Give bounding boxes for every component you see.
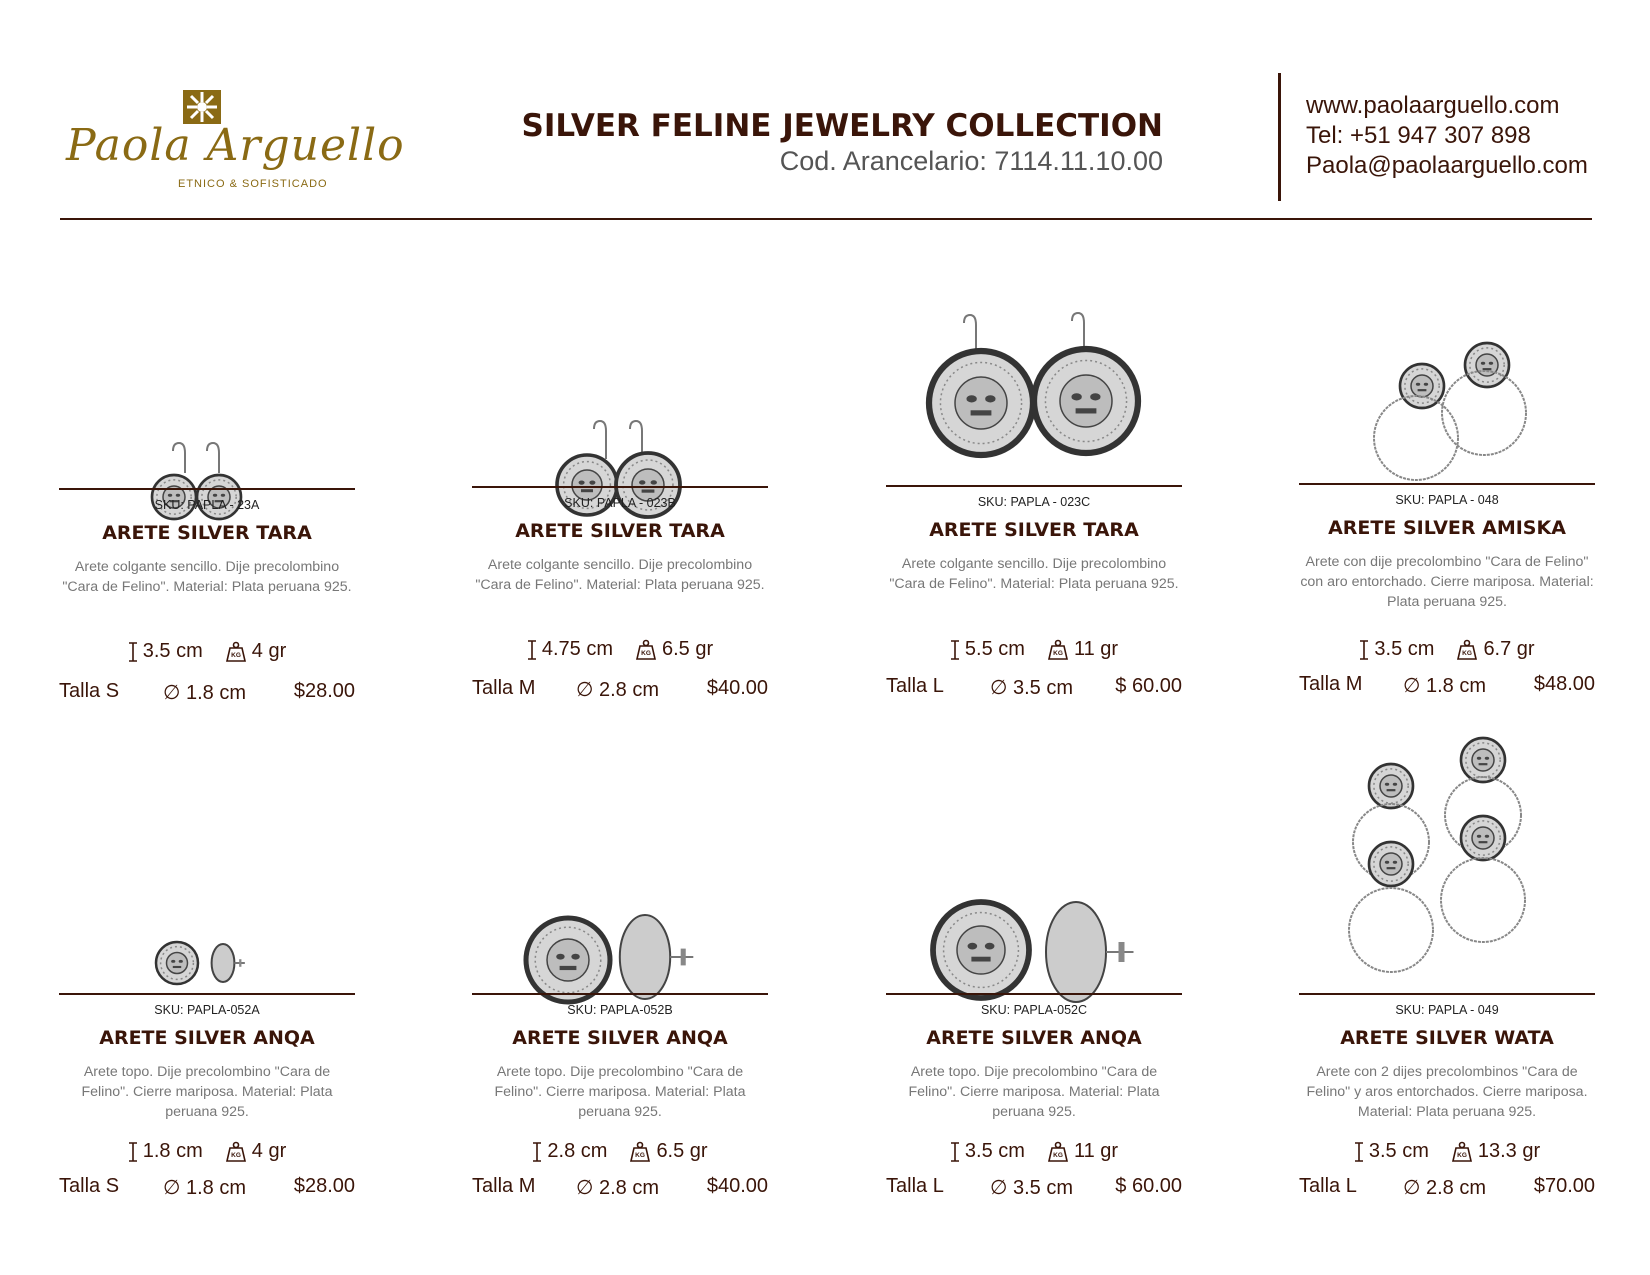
product-weight: 6.5 gr [656,1140,708,1162]
product-name: ARETE SILVER TARA [929,519,1139,541]
product-price: $ 60.00 [1115,675,1182,697]
product-specs [59,640,355,663]
product-image [59,320,355,555]
product-price: $28.00 [293,1175,355,1197]
product-weight: 4 gr [251,640,287,662]
card-rule [59,993,355,995]
svg-text:KG: KG [230,651,241,659]
product-specs [472,1140,768,1163]
product-price: $48.00 [1533,673,1595,695]
product-name: ARETE SILVER TARA [102,522,312,544]
product-specs [1299,638,1595,661]
contact-web-link[interactable]: www.paolaarguello.com [1306,92,1560,119]
length-icon [128,1142,138,1162]
product-specs [1299,1140,1595,1163]
length-icon [532,1142,542,1162]
weight-kg-icon [225,641,247,663]
product-sku: SKU: PAPLA - 023C [977,495,1091,509]
card-rule [1299,483,1595,485]
product-length: 3.5 cm [142,640,203,662]
product-sku: SKU: PAPLA-052A [154,1003,260,1017]
product-image [1299,280,1595,515]
product-length: 5.5 cm [964,638,1025,660]
card-rule [886,993,1182,995]
brand-tagline: ETNICO & SOFISTICADO [178,178,328,190]
product-name: ARETE SILVER ANQA [512,1027,728,1049]
product-diameter: ∅ 1.8 cm [163,682,246,704]
length-icon [1359,640,1369,660]
product-size: Talla L [886,1175,944,1197]
product-diameter: ∅ 3.5 cm [990,1177,1073,1199]
svg-text:KG: KG [1462,649,1473,657]
brand-logo [66,90,405,200]
page-title: SILVER FELINE JEWELRY COLLECTION [521,108,1163,144]
product-sku: SKU: PAPLA - 23A [154,498,260,512]
length-icon [527,640,537,660]
product-length: 3.5 cm [1374,638,1435,660]
product-length: 3.5 cm [964,1140,1025,1162]
product-description: Arete colgante sencillo. Dije precolombino "Cara de Felino". Material: Plata peruana 925. [62,559,352,595]
product-size: Talla L [1299,1175,1357,1197]
svg-text:KG: KG [1053,1151,1063,1159]
card-rule [59,488,355,490]
product-specs [886,1140,1182,1163]
product-price: $40.00 [706,1175,768,1197]
contact-email-link[interactable]: Paola@paolaarguello.com [1306,152,1588,179]
product-diameter: ∅ 2.8 cm [1403,1177,1486,1199]
product-description: Arete con dije precolombino "Cara de Felino" con aro entorchado. Cierre mariposa. Material: Plata peruana 925. [1300,554,1594,610]
header-rule [60,218,1592,220]
product-diameter: ∅ 1.8 cm [1403,675,1486,697]
product-price: $40.00 [706,677,768,699]
product-weight: 6.7 gr [1483,638,1535,660]
product-size: Talla M [472,1175,536,1197]
weight-kg-icon [635,639,657,661]
product-image [886,270,1182,505]
product-description: Arete topo. Dije precolombino "Cara de Felino". Cierre mariposa. Material: Plata peruana 925. [81,1064,333,1120]
card-rule [1299,993,1595,995]
weight-kg-icon [1047,639,1069,661]
weight-kg-icon [1047,1141,1069,1163]
contact-phone: Tel: +51 947 307 898 [1306,122,1531,149]
product-length: 2.8 cm [547,1140,608,1162]
length-icon [1354,1142,1364,1162]
product-specs [472,638,768,661]
svg-text:KG: KG [1053,649,1063,657]
header-divider [1278,73,1281,201]
product-sku: SKU: PAPLA-052C [980,1003,1088,1017]
product-description: Arete topo. Dije precolombino "Cara de Felino". Cierre mariposa. Material: Plata peruana 925. [494,1064,746,1120]
product-length: 1.8 cm [142,1140,203,1162]
product-price: $70.00 [1533,1175,1595,1197]
product-name: ARETE SILVER WATA [1340,1027,1554,1049]
card-rule [886,485,1182,487]
product-sku: SKU: PAPLA - 048 [1395,493,1499,507]
page-subtitle: Cod. Arancelario: 7114.11.10.00 [779,146,1163,176]
product-size: Talla S [59,680,120,702]
length-icon [950,640,960,660]
product-length: 4.75 cm [541,638,613,660]
svg-text:KG: KG [635,1151,646,1159]
product-diameter: ∅ 2.8 cm [576,1177,659,1199]
product-description: Arete colgante sencillo. Dije precolombino "Cara de Felino". Material: Plata peruana 925. [889,556,1179,592]
logo-mark-icon [183,90,221,124]
product-price: $ 60.00 [1115,1175,1182,1197]
weight-kg-icon [1456,639,1478,661]
svg-text:KG: KG [1457,1151,1467,1159]
product-name: ARETE SILVER ANQA [99,1027,315,1049]
product-name: ARETE SILVER AMISKA [1328,517,1566,539]
product-description: Arete colgante sencillo. Dije precolombino "Cara de Felino". Material: Plata peruana 925. [475,557,765,593]
weight-kg-icon [629,1141,651,1163]
product-size: Talla L [886,675,944,697]
product-specs [59,1140,355,1163]
product-size: Talla M [472,677,536,699]
product-image [1299,735,1595,970]
card-rule [472,486,768,488]
product-diameter: ∅ 3.5 cm [990,677,1073,699]
product-diameter: ∅ 1.8 cm [163,1177,246,1199]
brand-name: Paola Arguello [66,120,405,171]
product-weight: 11 gr [1073,1140,1119,1162]
length-icon [128,642,138,662]
svg-text:KG: KG [641,649,651,657]
product-specs [886,638,1182,661]
svg-text:KG: KG [230,1151,241,1159]
product-description: Arete con 2 dijes precolombinos "Cara de Felino" y aros entorchados. Cierre mariposa. Material: Plata peruana 925. [1306,1064,1588,1120]
product-sku: SKU: PAPLA - 049 [1395,1003,1499,1017]
card-rule [472,993,768,995]
product-sku: SKU: PAPLA-052B [567,1003,673,1017]
product-weight: 13.3 gr [1477,1140,1541,1162]
product-weight: 11 gr [1073,638,1119,660]
product-weight: 4 gr [251,1140,287,1162]
product-name: ARETE SILVER TARA [515,520,725,542]
product-price: $28.00 [293,680,355,702]
product-diameter: ∅ 2.8 cm [576,679,659,701]
weight-kg-icon [225,1141,247,1163]
product-name: ARETE SILVER ANQA [926,1027,1142,1049]
product-sku: SKU: PAPLA - 023B [564,496,676,510]
product-weight: 6.5 gr [662,638,714,660]
product-size: Talla S [59,1175,120,1197]
product-length: 3.5 cm [1368,1140,1429,1162]
product-description: Arete topo. Dije precolombino "Cara de Felino". Cierre mariposa. Material: Plata peruana 925. [908,1064,1160,1120]
product-size: Talla M [1299,673,1363,695]
weight-kg-icon [1451,1141,1473,1163]
length-icon [950,1142,960,1162]
